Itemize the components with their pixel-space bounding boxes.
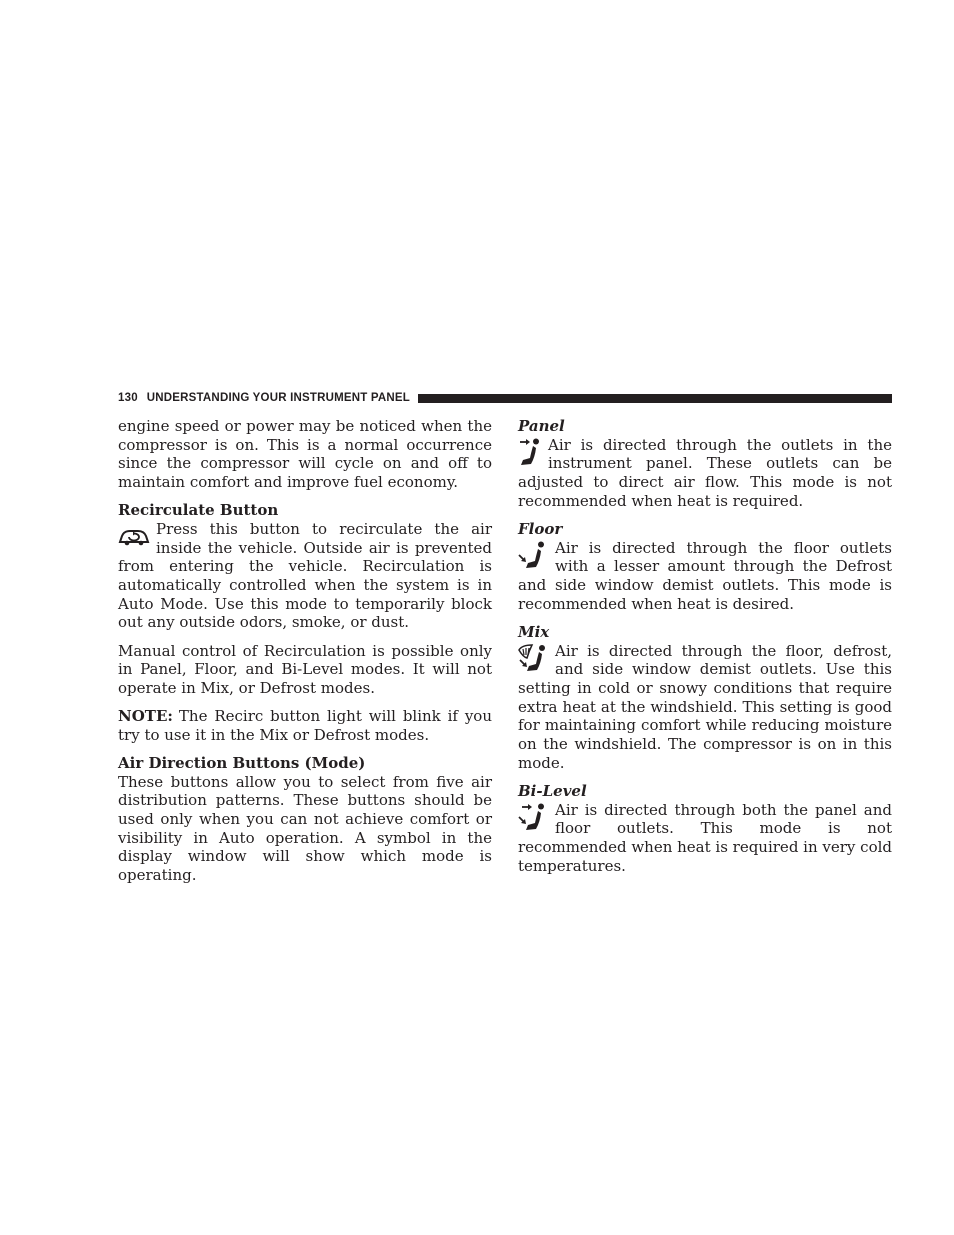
floor-paragraph: [518, 539, 892, 614]
floor-text: Air is directed through the floor outlets with a lesser amount through the Defrost and side window demist outlets. This mode is recommended when heat is desired.: [518, 538, 892, 613]
mix-paragraph: [518, 642, 892, 773]
panel-mode-icon: [518, 436, 548, 470]
right-column: [518, 417, 892, 875]
section-title: UNDERSTANDING YOUR INSTRUMENT PANEL: [146, 392, 410, 404]
panel-paragraph: [518, 436, 892, 511]
panel-text: Air is directed through the outlets in the instrument panel. These outlets can be adjusted to direct air flow. This mode is not recommended when heat is required.: [518, 435, 892, 510]
bilevel-text: Air is directed through both the panel and floor outlets. This mode is not recommended when heat is required in very cold temperatures.: [518, 800, 893, 875]
page-number: 130: [118, 392, 138, 404]
left-column: [118, 417, 492, 885]
mix-mode-icon: [518, 642, 555, 676]
recirculate-paragraph: [118, 520, 492, 632]
recirculate-heading: Recirculate Button: [118, 501, 279, 520]
air-direction-heading: Air Direction Buttons (Mode): [118, 753, 366, 772]
bilevel-heading: Bi-Level: [518, 781, 587, 800]
note-paragraph: [118, 707, 492, 744]
recirculate-icon: [118, 520, 156, 554]
recirculate-text: Press this button to recirculate the air inside the vehicle. Outside air is prevented from entering the vehicle. Recirculation is automatically controlled when the system is in Auto Mode. Use this mode to temporarily block out any outside odors, smoke, or dust.: [118, 519, 492, 632]
intro-paragraph: engine speed or power may be noticed when the compressor is on. This is a normal occurrence since the compressor will cycle on and off to maintain comfort and improve fuel economy.: [118, 417, 492, 492]
floor-mode-icon: [518, 539, 555, 573]
note-text: The Recirc button light will blink if you try to use it in the Mix or Defrost modes.: [118, 707, 492, 744]
header-rule: [418, 394, 892, 403]
page-header: [118, 390, 892, 406]
mix-heading: Mix: [518, 622, 550, 641]
floor-heading: Floor: [518, 519, 563, 538]
note-label: NOTE:: [118, 707, 173, 726]
bilevel-mode-icon: [518, 801, 555, 835]
bilevel-paragraph: [518, 801, 892, 876]
manual-control-paragraph: Manual control of Recirculation is possible only in Panel, Floor, and Bi-Level modes. It will not operate in Mix, or Defrost modes.: [118, 641, 492, 697]
mix-text: Air is directed through the floor, defrost, and side window demist outlets. Use this setting in cold or snowy conditions that require extra heat at the windshield. This setting is good for maintaining comfort while reducing moisture on the windshield. The compressor is on in this mode.: [518, 641, 892, 772]
air-direction-paragraph: These buttons allow you to select from five air distribution patterns. These buttons should be used only when you can not achieve comfort or visibility in Auto operation. A symbol in the display window will show which mode is operating.: [118, 772, 492, 885]
panel-heading: Panel: [518, 417, 565, 435]
